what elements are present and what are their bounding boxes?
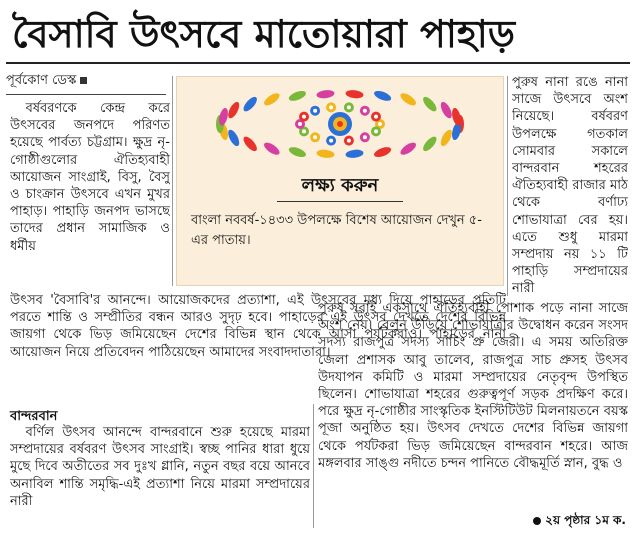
byline-rule	[6, 94, 166, 95]
notice-title-underline	[277, 201, 403, 202]
bullet-icon	[533, 517, 541, 525]
floral-alpona-icon	[181, 81, 499, 167]
column-divider	[172, 76, 173, 286]
article-lower-right	[318, 300, 628, 504]
paragraph: উৎসব 'বৈসাবি'র আনন্দে। আয়োজকদের প্রত্যাশা, এই উৎসবের মধ্য দিয়ে পাহাড়ের প্রতিটি পরতে শান্তি ও সম্প্রীতির বন্ধন আরও সুদৃঢ় হবে। পাহাড়ের এই উৎসব দেখতে দেশের বিভিন্ন জায়গা থেকে ভিড় জমিয়েছেন দেশের বিভিন্ন স্থান থেকে আসা পর্যটকরাও। পাহাড়ের নানা আয়োজন নিয়ে প্রতিবেদন পাঠিয়েছেন আমাদের সংবাদদাতারা।	[10, 293, 506, 360]
paragraph: পুরুষ নানা রঙে নানা সাজে উৎসবে অংশ নিয়েছে। বর্ষবরণ উপলক্ষে গতকাল সোমবার সকালে বান্দরবান শহরের ঐতিহ্যবাহী রাজার মাঠ থেকে বর্ণাঢ্য শোভাযাত্রা বের হয়। এতে শুধু মারমা সম্প্রদায় নয় ১১ টি পাহাড়ি সম্প্রদায়ের নারী	[512, 75, 628, 296]
article-lower-left	[10, 424, 310, 528]
notice-text: বাংলা নববর্ষ-১৪৩৩ উপলক্ষে বিশেষ আয়োজন দেখুন ৫-এর পাতায়।	[191, 213, 482, 248]
notice-box	[176, 76, 504, 286]
notice-title: লক্ষ্য করুন	[301, 175, 379, 196]
headline: বৈসাবি উৎসবে মাতোয়ারা পাহাড়	[12, 12, 515, 56]
subhead: বান্দরবান	[10, 409, 58, 424]
headline-rule	[6, 62, 630, 64]
paragraph: পুরুষ সবাই একসাথে ঐতিহ্যবাহী পোশাক পড়ে নানা সাজে অংশ নেয়। বেলুন উড়িয়ে শোভাযাত্রার উদ্বোধন করেন সংসদ সদস্য রাজপুত্র সদস্য সাচিং প্রু জেরী। এ সময় অতিরিক্ত জেলা প্রশাসক আবু তালেব, রাজপুত্র সাচ প্রুসহ উৎসব উদযাপন কমিটি ও মারমা সম্প্রদায়ের নেতৃবৃন্দ উপস্থিত ছিলেন। শোভাযাত্রা শহরের গুরুত্বপূর্ণ সড়ক প্রদক্ষিণ করে। পরে ক্ষুদ্র নৃ-গোষ্ঠীর সাংস্কৃতিক ইনস্টিটিউট মিলনায়তনে বয়স্ক পূজা অনুষ্ঠিত হয়। উৎসব দেখতে দেশের বিভিন্ন জায়গা থেকে পর্যটকরা ভিড় জমিয়েছেন বান্দরবান শহরে। আজ মঙ্গলবার সাঙ্গু নদীতে চন্দন পানিতে বৌদ্ধমূর্তি স্নান, বুদ্ধ ও	[318, 301, 628, 471]
column-divider	[507, 76, 508, 296]
paragraph: বর্ণিল উৎসব আনন্দে বান্দরবানে শুরু হয়েছে মারমা সম্প্রদায়ের বর্ষবরণ উৎসব সাংগ্রাই। স্বচ্ছ পানির ধারা ধুয়ে মুছে দিবে অতীতের সব দুঃখ গ্লানি, নতুন বছর বয়ে আনবে অনাবিল শান্তি সমৃদ্ধি-এই প্রত্যাশা নিয়ে মারমা সম্প্রদায়ের নারী	[10, 425, 310, 509]
column-divider	[313, 404, 314, 528]
byline-text: পূর্বকোণ ডেস্ক	[6, 73, 77, 88]
square-bullet-icon	[80, 77, 87, 84]
article-column-left	[10, 100, 170, 286]
paragraph: বর্ষবরণকে কেন্দ্র করে উৎসবের জনপদে পরিণত হয়েছে পার্বত্য চট্টগ্রাম। ক্ষুদ্র নৃ-গোষ্ঠীগুলোর ঐতিহ্যবাহী আয়োজন সাংগ্রাই, বিসু, বৈসু ও চাংক্রান উৎসবে এখন মুখর পাহাড়। পাহাড়ি জনপদ ভাসছে তাদের প্রধান সামাজিক ও ধর্মীয়	[10, 101, 170, 254]
byline	[6, 72, 166, 90]
continued-note	[533, 512, 626, 532]
article-column-right	[512, 74, 628, 296]
continued-text: ২য় পৃষ্ঠার ১ম ক.	[545, 513, 626, 527]
